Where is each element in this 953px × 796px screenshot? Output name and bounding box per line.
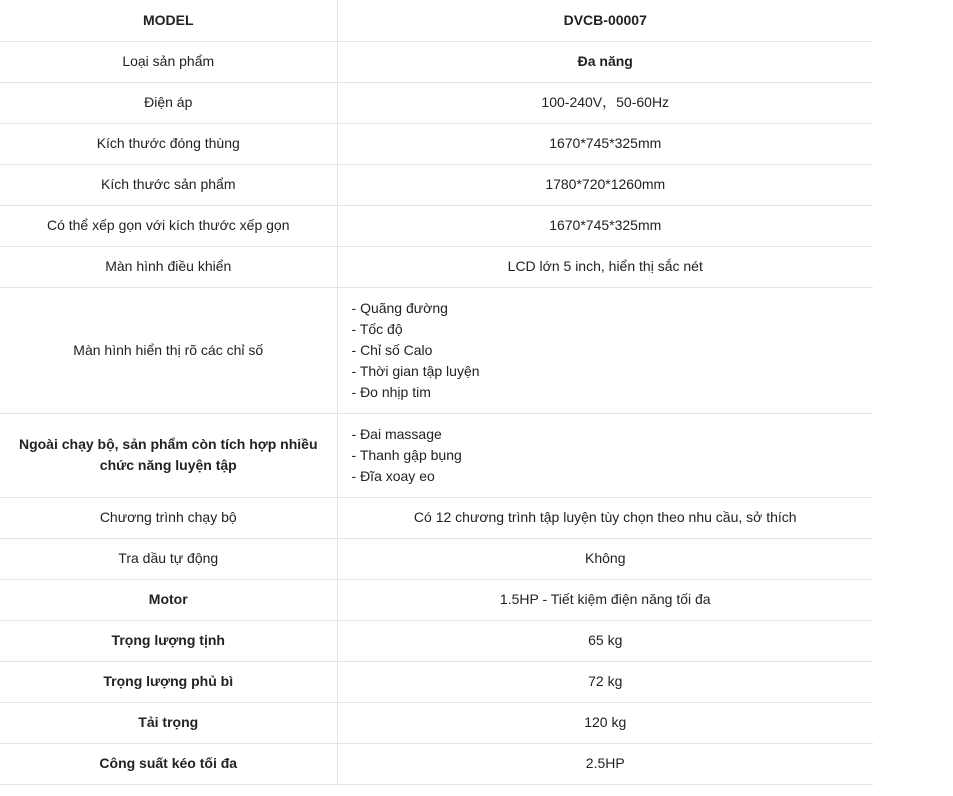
indicator-list — [352, 298, 860, 403]
spec-label: Trọng lượng phủ bì — [0, 661, 337, 702]
feature-list — [352, 424, 860, 487]
spec-label: Trọng lượng tịnh — [0, 620, 337, 661]
table-row — [0, 620, 873, 661]
table-row — [0, 661, 873, 702]
spec-value: 1780*720*1260mm — [337, 164, 873, 205]
spec-label: Kích thước đóng thùng — [0, 123, 337, 164]
spec-value: 65 kg — [337, 620, 873, 661]
list-item: - Quãng đường — [352, 298, 860, 319]
spec-label-text: Ngoài chạy bộ, sản phẩm còn tích hợp nhiều chức năng luyện tập — [18, 436, 318, 473]
spec-value: 100-240V，50-60Hz — [337, 82, 873, 123]
list-item: - Chỉ số Calo — [352, 340, 860, 361]
spec-label: MODEL — [0, 0, 337, 41]
table-row — [0, 0, 873, 41]
spec-label: Công suất kéo tối đa — [0, 743, 337, 784]
spec-value: Không — [337, 538, 873, 579]
table-row — [0, 743, 873, 784]
spec-value-list — [337, 413, 873, 497]
spec-label: Màn hình điều khiển — [0, 246, 337, 287]
table-row — [0, 579, 873, 620]
table-row — [0, 413, 873, 497]
table-row — [0, 702, 873, 743]
spec-label: Loại sản phẩm — [0, 41, 337, 82]
spec-label: Motor — [0, 579, 337, 620]
spec-value-list — [337, 287, 873, 413]
spec-value: 1.5HP - Tiết kiệm điện năng tối đa — [337, 579, 873, 620]
table-row — [0, 82, 873, 123]
table-row — [0, 164, 873, 205]
spec-label: Tra dầu tự động — [0, 538, 337, 579]
table-row — [0, 123, 873, 164]
spec-value: LCD lớn 5 inch, hiển thị sắc nét — [337, 246, 873, 287]
spec-label: Tải trọng — [0, 702, 337, 743]
spec-label: Màn hình hiển thị rõ các chỉ số — [0, 287, 337, 413]
spec-value: DVCB-00007 — [337, 0, 873, 41]
spec-label: Điện áp — [0, 82, 337, 123]
spec-value: Đa năng — [337, 41, 873, 82]
spec-value: 2.5HP — [337, 743, 873, 784]
list-item: - Tốc độ — [352, 319, 860, 340]
spec-value: 1670*745*325mm — [337, 123, 873, 164]
table-row — [0, 205, 873, 246]
spec-value: 1670*745*325mm — [337, 205, 873, 246]
list-item: - Đai massage — [352, 424, 860, 445]
table-row — [0, 287, 873, 413]
spec-label: Có thể xếp gọn với kích thước xếp gọn — [0, 205, 337, 246]
list-item: - Thanh gập bụng — [352, 445, 860, 466]
list-item: - Đĩa xoay eo — [352, 466, 860, 487]
table-row — [0, 246, 873, 287]
spec-label — [0, 413, 337, 497]
spec-value: 120 kg — [337, 702, 873, 743]
spec-label: Kích thước sản phẩm — [0, 164, 337, 205]
table-row — [0, 497, 873, 538]
spec-value: 72 kg — [337, 661, 873, 702]
table-row — [0, 41, 873, 82]
list-item: - Thời gian tập luyện — [352, 361, 860, 382]
list-item: - Đo nhịp tim — [352, 382, 860, 403]
table-row — [0, 538, 873, 579]
spec-value: Có 12 chương trình tập luyện tùy chọn theo nhu cầu, sở thích — [337, 497, 873, 538]
spec-label: Chương trình chạy bộ — [0, 497, 337, 538]
